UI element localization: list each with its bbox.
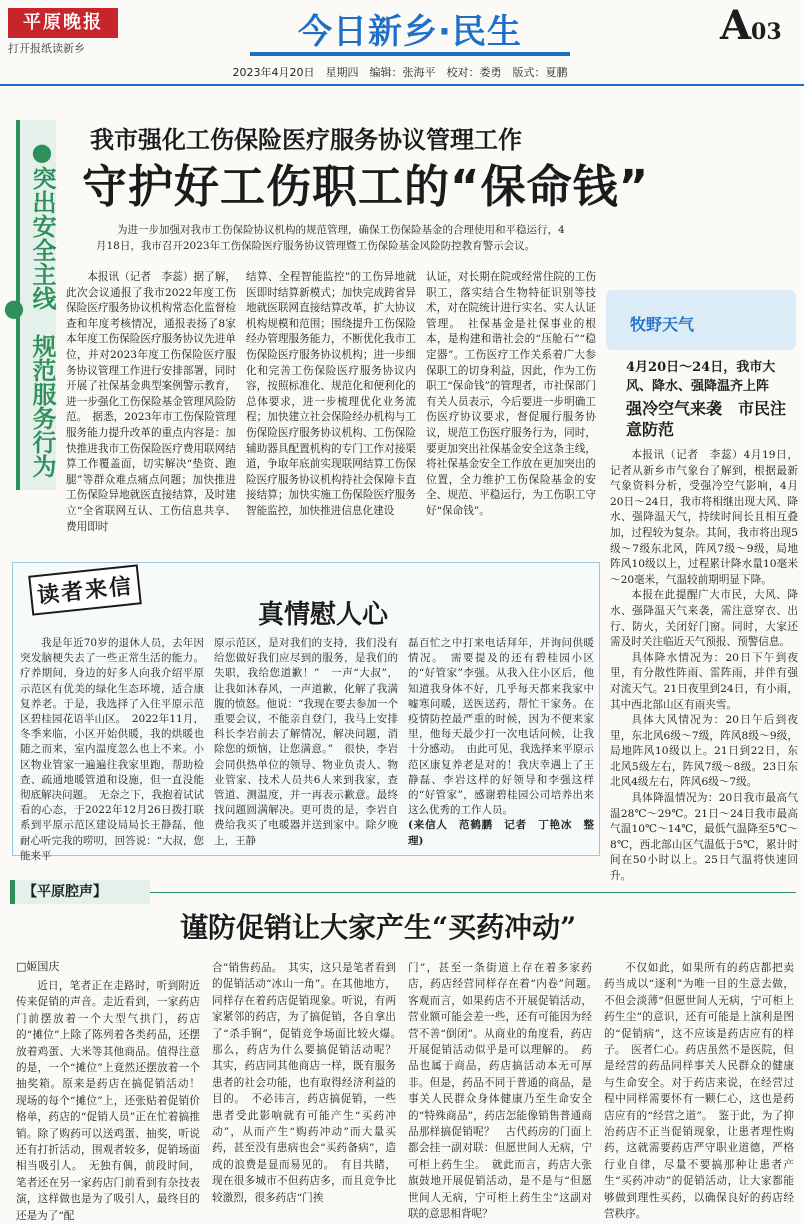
reader-letter-tag: 读者来信	[28, 564, 142, 615]
weather-body	[610, 448, 798, 885]
weather-paragraph: 本报讯（记者 李蕊）4月19日，记者从新乡市气象台了解到，根据最新气象资料分析，受强冷空气影响，4月20日～24日，我市将相继出现大风、降水、强降温天气，持续时间长且相互叠加，过程较为复杂。其间，我市将出现5级～7级东北风，阵风7级～9级，局地阵风10级以上，过程累计降水量10毫米～20毫米，气温较前期明显下降。	[610, 449, 798, 586]
article-text: 不仅如此，如果所有的药店都把卖药当成以“逐利”为唯一目的生意去做，不但会淡薄“但愿世间人无病，宁可柜上药生尘”的意识，还有可能是上演利是图的“促销病”，这不应该是药店应有的样子。 医者仁心。药店虽然不是医院，但是经营的药品同样事关人民群众的健康与生命安全。对于药店来说，在经营过程中同样需要怀有一颗仁心，这也是药店应有的“经营之道”。 鉴于此，为了抑治药店不正当促销现象，让患者理性购药，这就需要药店严守职业道德，严格行业自律，尽量不要搞那种让患者产生“买药冲动”的促销活动，让大家都能够做到理性买药，以确保良好的药店经营秩序。	[604, 962, 794, 1221]
page-number	[720, 2, 782, 49]
article-text: 门”，甚至一条街道上存在着多家药店，药店经营同样存在着“内卷”问题。 客观而言，如果药店不开展促销活动，营业额可能会差一些，还有可能因为经营不善“倒闭”。从商业的角度看，药店开展促销活动似乎是可以理解的。 药品也属于商品，药店搞活动本无可厚非。但是，药品不同于普通的商品，是事关人民群众身体健康乃至生命安全的“特殊商品”，药店怎能像销售普通商品那样搞促销呢？ 古代药房的门面上都会挂一副对联：但愿世间人无病，宁可柜上药生尘。 就此而言，药店大张旗鼓地开展促销活动，是不是与“但愿世间人无病，宁可柜上药生尘”这副对联的意思相背呢？	[408, 962, 603, 1221]
dateline: 2023年4月20日 星期四 编辑：张海平 校对：娄勇 版式：夏鹏	[232, 66, 568, 79]
article-text: 认证，对长期在院或经常住院的工伤职工，落实结合生物特征识别等技术，对在院统计进行实名、实人认证管理。 社保基金是社保事业的根本，是构建和谐社会的“压舱石”“稳定器”。工伤医疗工作关系着广大参保职工的切身利益，因此，作为工伤职工“保命钱”的管理者，市社保部门有关人员表示，今后要进一步明确工伤医疗协议要求，督促履行服务协议，规范工伤医疗服务行为，同时，要更加突出社保基金安全这条主线，将社保基金安全工作放在更加突出的位置，全力维护工伤保险基金的安全、规范、平稳运行，为工伤职工守好“保命钱”。	[426, 271, 596, 517]
weather-paragraph: 具体降水情况为：20日下午到夜里，有分散性阵雨、雷阵雨，并伴有强对流天气。21日夜里到24日，有小雨，其中西北部山区有雨夹雪。	[610, 651, 798, 711]
page-num: 03	[751, 19, 782, 45]
newspaper-logo: 平原晚报	[8, 8, 118, 38]
column-text-4	[604, 960, 794, 1223]
column-text-2	[212, 960, 407, 1206]
reader-letter-title: 真情慰人心	[258, 600, 389, 630]
main-story-column-2	[246, 270, 416, 520]
article-text: 我是年近70岁的退休人员，去年因突发脑梗失去了一些正常生活的能力。疗养期间，身边的好多人向我介绍平原示范区有优美的绿化生态环境，适合康复养老。于是，我选择了入住平原示范区碧桂园花语半山区。 2022年11月，冬季来临，小区开始供暖，我的烘暖也随之而来，室内温度忽么也上不来。小区物业管家一遍遍往我家里跑，帮助检查、疏通地暖管道和设施，但一直没能彻底解决问题。 无奈之下，我抱着试试看的心态，于2022年12月26日拨打联系到平原示范区建设局局长王静磊，他耐心听完我的唠叨，回答说：“大叔，您能来平	[20, 637, 204, 862]
weather-headline: 强冷空气来袭 市民注意防范	[626, 399, 787, 439]
column-author: □姬国庆	[16, 960, 60, 973]
article-text: 磊百忙之中打来电话拜年，并询问供暖情况。 需要提及的还有碧桂园小区的“好管家”李强。从我入住小区后，他知道我身体不好，几乎每天都来我家中嘘寒问暖，送医送药，帮忙干家务。在疫情防控最严重的时候，因为不便来家里，他每天最少打一次电话问候，让我十分感动。 由此可见，我选择来平原示范区康复养老是对的！我庆幸遇上了王静磊、李岩这样的好领导和李强这样的“好管家”，感谢碧桂园公司培养出来这么优秀的工作人员。	[408, 637, 594, 817]
page-letter: A	[720, 2, 752, 49]
weather-subhead: 4月20日～24日，我市大风、降水、强降温齐上阵	[626, 360, 776, 394]
reader-letter-signature: (来信人 范鹤鹏 记者 丁艳冰 整理)	[408, 819, 594, 847]
article-text: 本报讯（记者 李蕊）据了解，此次会议通报了我市2022年度工伤保险医疗服务协议机构常态化监督检查和年度考核情况，通报表扬了8家本年度工伤保险医疗服务协议先进单位，并对2023年度工伤保险医疗服务协议管理工作进行安排部署，同时开展了社保基金典型案例警示教育，进一步强化工伤保险基金管理风险防范。 据悉，2023年市工伤保险管理服务能力提升改革的重点内容是：加快推进我市工伤保险医疗费用联网结算工作覆盖面，切实解决“垫资、跑腿”等群众难点痛点问题；加快推进工伤保险异地就医直接结算，及时建立“全省联网互认、工伤信息共享、费用即时	[66, 271, 236, 533]
weather-badge: 牧野天气	[630, 315, 695, 334]
main-story-headline: 守护好工伤职工的“保命钱”	[82, 160, 650, 213]
main-story-lead: 为进一步加强对我市工伤保险协议机构的规范管理，确保工伤保险基金的合理使用和平稳运行，4月18日，我市召开2023年工伤保险医疗服务协议管理暨工伤保险基金风险防控教育警示会议。	[96, 224, 565, 252]
column-title: 谨防促销让大家产生“买药冲动”	[180, 911, 577, 944]
main-story-column-3	[426, 270, 596, 520]
article-text: 合”销售药品。 其实，这只是笔者看到的促销活动“冰山一角”。在其他地方，同样存在着药店促销现象。听说，有两家紧邻的药店，为了搞促销，各自拿出了“杀手锏”，促销竞争场面比较火爆。 那么，药店为什么要搞促销活动呢？ 其实，药店同其他商店一样，既有服务患者的社会功能，也有取得经济利益的目的。 不必讳言，药店搞促销，一些患者受此影响就有可能产生“买药冲动”，从而产生“购药冲动”而大量买药，甚至没有患病也会“买药备病”，造成的浪费是显而易见的。 有目共睹，现在很多城市不但药店多，而且竞争比较激烈，很多药店“门挨	[212, 962, 407, 1204]
column-text-1	[16, 978, 211, 1224]
column-tag: 【平原腔声】	[10, 880, 150, 904]
column-text-3	[408, 960, 603, 1223]
column-divider	[150, 892, 796, 893]
header-divider	[0, 84, 804, 86]
section-title-underline	[250, 52, 570, 56]
main-story-column-1	[66, 270, 236, 535]
reader-letter-column-3	[408, 636, 594, 849]
weather-paragraph: 具体降温情况为：20日我市最高气温28℃～29℃。21日～24日我市最高气温10℃～14℃，最低气温降至5℃～8℃，西北部山区气温低于5℃，累计时间在50小时以上。25日气温将快速回升。	[610, 792, 798, 883]
weather-paragraph: 本报在此提醒广大市民，大风、降水、强降温天气来袭，需注意穿衣、出行、防火，关闭好门窗。同时，大家还需及时关注临近天气预报、预警信息。	[610, 589, 798, 649]
reader-letter-column-2	[214, 636, 398, 849]
weather-paragraph: 具体大风情况为：20日午后到夜里，东北风6级～7级，阵风8级～9级，局地阵风10级以上。21日到22日，东北风5级左右，阵风7级～8级。23日东北风4级左右，阵风6级～7级。	[610, 714, 798, 789]
vertical-banner: ●突出安全主线 规范服务行为●	[0, 138, 56, 478]
newspaper-tagline: 打开报纸读新乡	[8, 42, 85, 55]
article-text: 结算、全程智能监控”的工伤异地就医即时结算新模式；加快完成跨省异地就医联网直接结算改革，扩大协议机构规模和范围；围绕提升工伤保险经办管理服务能力，不断优化我市工伤保险医疗服务协议机构；进一步细化和完善工伤保险医疗服务协议内容，按照标准化、规范化和便利化的总体要求，进一步梳理优化业务流程；加快建立社会保险经办机构与工伤保险医疗服务协议机构、工伤保险辅助器具配置机构的专门工作对接渠道，争取年底前实现联网结算工伤保险医疗服务协议机构持社会保障卡直接结算；加快实施工伤保险医疗服务智能监控，加快推进信息化建设	[246, 271, 416, 517]
reader-letter-column-1	[20, 636, 204, 864]
section-title: 今日新乡·民生	[298, 12, 522, 52]
article-text: 原示范区，是对我们的支持，我们没有给您做好我们应尽到的服务，是我们的失职，我给您道歉！” 一声“大叔”，让我如沐春风，一声道歉，化解了我满腹的愤怒。他说：“我现在要去参加一个重要会议，不能亲自登门，我马上安排科长李岩前去了解情况，解决问题，消除您的烦恼，让您满意。” 很快，李岩会同供热单位的领导、物业负责人、物业管家、技术人员共6人来到我家，查管道、测温度，并一再表示歉意。最终找问题圆满解决。更可贵的是，李岩自费给我买了电暖器并送到家中。除夕晚上，王静	[214, 637, 398, 847]
article-text: 近日，笔者正在走路时，听到附近传来促销的声音。走近看到，一家药店门前摆放着一个大型气拱门，药店的“摊位”上除了陈列着各类药品，还摆放着鸡蛋、大米等其他商品。值得注意的是，一个“摊位”上竟然还摆放着一个抽奖箱。原来是药店在搞促销活动！ 现场的每个“摊位”上，还张贴着促销价格单，药店的“促销人员”正在忙着搞推销。除了购药可以送鸡蛋、抽奖，听说还有打折活动，围观者较多，促销场面相当吸引人。 无独有偶，前段时间，笔者还在另一家药店门前看到有杂技表演，这样做也是为了吸引人，最终目的还是为了“配	[16, 980, 211, 1222]
main-story-kicker: 我市强化工伤保险医疗服务协议管理工作	[90, 125, 522, 154]
